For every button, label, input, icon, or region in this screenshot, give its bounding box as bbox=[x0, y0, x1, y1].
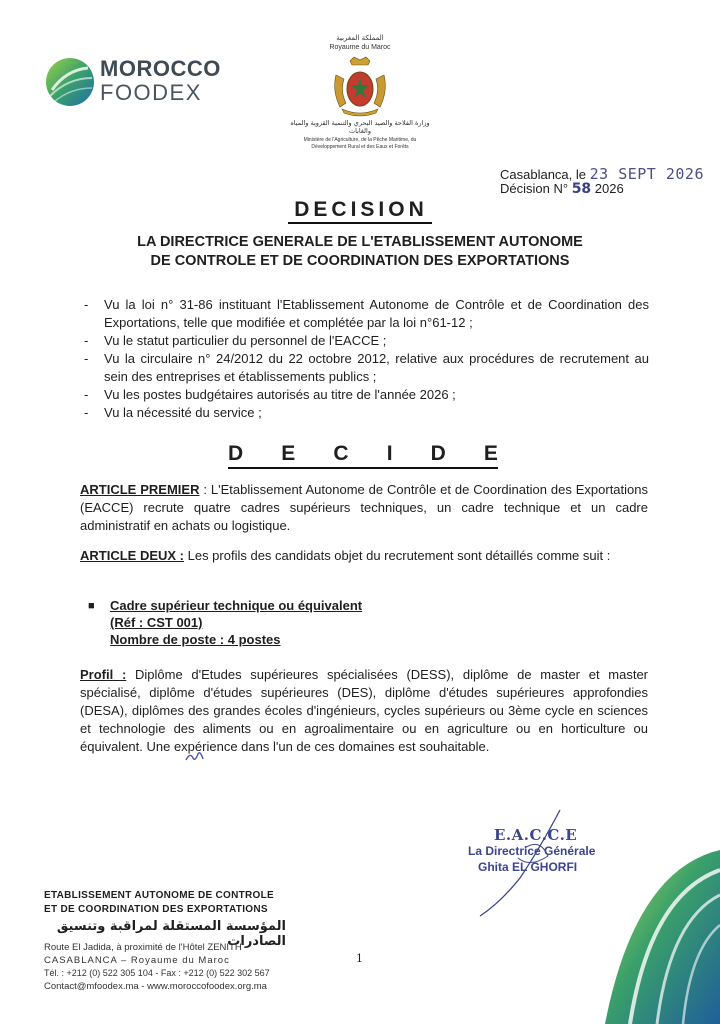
corner-decoration-icon bbox=[595, 840, 720, 1024]
decide-letter: D bbox=[228, 442, 244, 465]
footer-address-2: CASABLANCA – Royaume du Maroc bbox=[44, 955, 230, 966]
decision-year: 2026 bbox=[594, 181, 624, 196]
consideration-item: Vu les postes budgétaires autorisés au titre de l'année 2026 ; bbox=[104, 387, 456, 402]
decision-number-line bbox=[500, 181, 624, 197]
subtitle-line-1: LA DIRECTRICE GENERALE DE L'ETABLISSEMENT AUTONOME bbox=[137, 234, 583, 250]
subtitle-line-2: DE CONTROLE ET DE COORDINATION DES EXPORTATIONS bbox=[150, 253, 570, 269]
logo-line-foodex: FOODEX bbox=[100, 80, 202, 105]
page-number: 1 bbox=[356, 952, 363, 965]
ministry-name-arabic: وزارة الفلاحة والصيد البحري والتنمية القروية والمياه والغابات bbox=[290, 119, 430, 135]
date-stamp: 23 SEPT 2026 bbox=[589, 165, 704, 183]
decide-letter: I bbox=[386, 442, 393, 465]
signature-role: La Directrice Générale bbox=[468, 844, 596, 858]
footer-phone: Tél. : +212 (0) 522 305 104 - Fax : +212 (0) 522 302 567 bbox=[44, 968, 270, 978]
profile-heading: Profil : bbox=[80, 667, 127, 682]
decision-number: 58 bbox=[571, 181, 592, 197]
decide-letter: E bbox=[281, 442, 296, 465]
decide-letter: D bbox=[430, 442, 446, 465]
footer-org-line-2: ET DE COORDINATION DES EXPORTATIONS bbox=[44, 904, 268, 915]
footer-org-arabic: المؤسسة المستقلة لمراقبة وتنسيق الصادرات bbox=[56, 919, 286, 949]
handwritten-initial-icon bbox=[184, 750, 206, 764]
date-prefix: Casablanca, le bbox=[500, 167, 586, 182]
list-dash: - bbox=[84, 351, 89, 366]
article-premier-text: : L'Etablissement Autonome de Contrôle et de Coordination des Exportations (EACCE) recrute quatre cadres supérieurs techniques, un cadre technique et un cadre administratif en achats ou logistique. bbox=[80, 482, 648, 533]
article-deux-text: Les profils des candidats objet du recrutement sont détaillés comme suit : bbox=[184, 548, 611, 563]
consideration-item: Vu le statut particulier du personnel de l'EACCE ; bbox=[104, 333, 387, 348]
signature-name: Ghita EL GHORFI bbox=[478, 860, 578, 874]
article-deux-heading: ARTICLE DEUX : bbox=[80, 548, 184, 563]
logo-line-morocco: MOROCCO bbox=[100, 56, 221, 81]
footer-org-line-1: ETABLISSEMENT AUTONOME DE CONTROLE bbox=[44, 890, 275, 901]
decide-letter: E bbox=[483, 442, 498, 465]
article-premier bbox=[80, 481, 648, 535]
post-block bbox=[110, 597, 362, 648]
article-deux bbox=[80, 547, 648, 565]
post-count: Nombre de poste : 4 postes bbox=[110, 632, 281, 647]
consideration-item: Vu la circulaire n° 24/2012 du 22 octobre 2012, relative aux procédures de recrutement au sein des entreprises et établissements publics ; bbox=[104, 351, 649, 384]
decision-prefix: Décision N° bbox=[500, 181, 569, 196]
coat-of-arms-icon bbox=[330, 55, 390, 117]
article-premier-heading: ARTICLE PREMIER bbox=[80, 482, 200, 497]
signature-stroke-icon bbox=[470, 808, 580, 918]
kingdom-name-arabic: المملكة المغربية bbox=[336, 34, 384, 42]
ministry-name-french: Ministère de l'Agriculture, de la Pêche Maritime, du Développement Rural et des Eaux et Forêts bbox=[303, 137, 417, 150]
decide-heading bbox=[228, 442, 498, 469]
list-dash: - bbox=[84, 333, 89, 348]
footer-address-1: Route El Jadida, à proximité de l'Hôtel ZENITH bbox=[44, 942, 242, 953]
post-title: Cadre supérieur technique ou équivalent bbox=[110, 598, 363, 613]
profile-text: Diplôme d'Etudes supérieures spécialisées (DESS), diplôme de master et master spécialisé, diplôme d'études supérieures (DES), diplôme d'études supérieures approfondies (DESA), diplômes des grandes écoles d'ingénieurs, cycles supérieurs ou 3ème cycle en sciences et technologie des aliments ou en agroalimentaire ou en agriculture ou en horticulture ou équivalent. Une expérience dans l'un de ces domaines est souhaitable. bbox=[80, 667, 649, 754]
morocco-foodex-logo-icon bbox=[44, 56, 96, 108]
consideration-item: Vu la loi n° 31-86 instituant l'Etablissement Autonome de Contrôle et de Coordination des Exportations, telle que modifiée et complétée par la loi n°61-12 ; bbox=[104, 297, 649, 330]
list-dash: - bbox=[84, 387, 89, 402]
list-dash: - bbox=[84, 405, 89, 420]
consideration-item: Vu la nécessité du service ; bbox=[104, 405, 262, 420]
profile-paragraph bbox=[80, 666, 648, 756]
logo-wordmark bbox=[100, 58, 221, 104]
footer-contact: Contact@mfoodex.ma - www.moroccofoodex.org.ma bbox=[44, 981, 267, 992]
signature-org: E.A.C.C.E bbox=[494, 826, 578, 844]
kingdom-name-french: Royaume du Maroc bbox=[329, 44, 391, 51]
post-reference: (Réf : CST 001) bbox=[110, 615, 203, 630]
document-title: DECISION bbox=[0, 198, 720, 222]
list-dash: - bbox=[84, 297, 89, 312]
bullet-icon: ■ bbox=[88, 600, 95, 612]
decide-letter: C bbox=[333, 442, 349, 465]
